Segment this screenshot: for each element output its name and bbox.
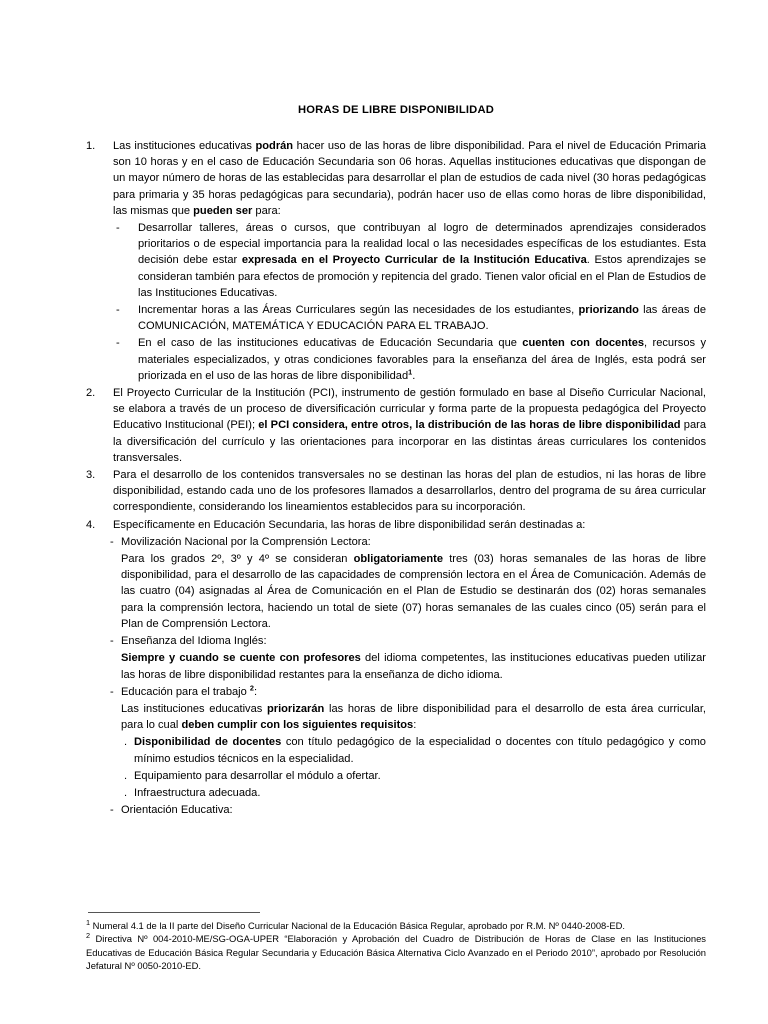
- text-run: Orientación Educativa:: [121, 804, 233, 817]
- text-run-bold: priorizarán: [266, 702, 325, 715]
- section4-item-heading: [121, 684, 706, 700]
- text-run-bold: priorizando: [578, 304, 639, 317]
- text-run: Educación para el trabajo: [121, 685, 250, 698]
- section4-paragraph: [121, 551, 706, 632]
- text-run: . Estos aprendizajes se consideran también para efectos de promoción y repitencia del grado. Tienen valor oficial en el Plan de Estudios de las Instituciones Educativas.: [138, 254, 706, 299]
- list-item-text: [113, 138, 706, 219]
- dot-marker: .: [124, 786, 128, 799]
- text-run: para:: [252, 204, 281, 217]
- text-run: Las instituciones educativas: [113, 140, 256, 152]
- requirement-item: [124, 734, 706, 766]
- section4-item: [110, 684, 706, 700]
- sub-list: [86, 220, 706, 384]
- text-run: hacer uso de las horas de libre disponibilidad. Para el nivel de Educación Primaria son 10 horas y en el caso de Educación Secundaria son 06 horas. Aquellas instituciones educativas que dispongan de un mayor número de horas de las establecidas para desarrollar el plan de estudios de cada nivel (30 horas pedagógicas para primaria y 35 horas pedagógicas para secundaria), podrán hacer uso de ellas como horas de libre disponibilidad, las mismas que: [113, 140, 706, 217]
- text-run-bold: podrán: [255, 140, 294, 152]
- text-run: .: [412, 369, 416, 382]
- page-title: HORAS DE LIBRE DISPONIBILIDAD: [298, 104, 494, 116]
- footnote-reference[interactable]: 2: [249, 683, 254, 693]
- numbered-list-item: [86, 138, 706, 219]
- sub-list-item: [116, 335, 706, 384]
- dot-marker: .: [124, 736, 128, 749]
- numbered-list-item: [86, 467, 706, 516]
- list-item-text: [113, 467, 706, 516]
- numbered-list: [86, 138, 706, 533]
- section-4-list: [86, 534, 706, 818]
- footnote-reference[interactable]: 1: [408, 367, 413, 377]
- requirement-text: [134, 768, 706, 784]
- footnote-number: 2: [86, 931, 91, 941]
- text-run: del idioma competentes, las instituciones educativas pueden utilizar las horas de libre disponibilidad restantes para la enseñanza de dicho idioma.: [121, 652, 706, 681]
- requirement-item: [124, 768, 706, 784]
- text-run: las áreas de COMUNICACIÓN, MATEMÁTICA Y EDUCACIÓN PARA EL TRABAJO.: [138, 304, 706, 333]
- text-run: Movilización Nacional por la Comprensión Lectora:: [121, 535, 371, 548]
- dot-marker: .: [124, 769, 128, 782]
- section4-paragraph: [121, 650, 706, 682]
- numbered-list-item: [86, 385, 706, 466]
- text-run-bold: deben cumplir con los siguientes requisitos: [181, 719, 414, 732]
- text-run: para la diversificación del currículo y las orientaciones para incorporar en las distintas áreas curriculares los contenidos transversales.: [113, 419, 706, 464]
- sub-list-item-text: [138, 220, 706, 301]
- text-run-bold: expresada en el Proyecto Curricular de la Institución Educativa: [241, 254, 587, 267]
- text-run-bold: cuenten con docentes: [522, 337, 645, 350]
- text-run-bold: el PCI considera, entre otros, la distribución de las horas de libre disponibilidad: [258, 419, 681, 432]
- sub-list-item: [116, 220, 706, 301]
- section4-item: [110, 802, 706, 818]
- dash-marker: -: [110, 635, 114, 648]
- text-run: con título pedagógico de la especialidad o docentes con título pedagógico y como mínimo estudios técnicos en la especialidad.: [134, 736, 706, 765]
- text-run: Enseñanza del Idioma Inglés:: [121, 635, 267, 648]
- text-run: Equipamiento para desarrollar el módulo a ofertar.: [134, 769, 381, 782]
- section4-item-heading: [121, 534, 706, 550]
- text-run: Específicamente en Educación Secundaria, las horas de libre disponibilidad serán destinadas a:: [113, 518, 586, 531]
- footnotes-area: [86, 912, 706, 973]
- list-marker: 4.: [86, 518, 96, 531]
- dash-marker: -: [116, 337, 120, 350]
- text-run-bold: obligatoriamente: [353, 553, 444, 566]
- footnote-text: Directiva Nº 004-2010-ME/SG-OGA-UPER “Elaboración y Aprobación del Cuadro de Distribución de Horas de Clase en las Instituciones Educativas de Educación Básica Regular Secundaria y Educación Básica Alternativa Ciclo Avanzado en el Periodo 2010”, aprobado por Resolución Jefatural Nº 0050-2010-ED.: [86, 933, 706, 972]
- section4-item: [110, 534, 706, 550]
- dash-marker: -: [110, 535, 114, 548]
- text-run: Para los grados 2º, 3º y 4º se consideran: [121, 553, 354, 566]
- section4-item: [110, 633, 706, 649]
- requirement-item: [124, 785, 706, 801]
- footnote-separator: [88, 912, 260, 913]
- sub-list-item-text: [138, 335, 706, 384]
- dash-marker: -: [116, 222, 120, 235]
- list-marker: 2.: [86, 387, 96, 400]
- sub-list-item-text: [138, 302, 706, 334]
- list-marker: 1.: [86, 140, 96, 152]
- list-item-text: [113, 517, 706, 533]
- text-run-bold: pueden ser: [193, 204, 253, 217]
- text-run: Las instituciones educativas: [121, 702, 267, 715]
- text-run: tres (03) horas semanales de las horas de libre disponibilidad, para el desarrollo de las capacidades de comprensión lectora en el Área de Comunicación. Además de las cuatro (04) asignadas al Área de Comunicación en el Plan de Estudio se destinarán dos (02) horas semanales para la comprensión lectora, haciendo un total de siete (07) horas semanales de las cuales cinco (05) serán para el Plan de Comprensión Lectora.: [121, 553, 707, 630]
- text-run-bold: Siempre y cuando se cuente con profesores: [121, 652, 361, 665]
- text-run: :: [413, 719, 417, 732]
- text-run-bold: Disponibilidad de docentes: [134, 736, 282, 749]
- footnote: [86, 932, 706, 972]
- dash-marker: -: [110, 804, 114, 817]
- text-run: El Proyecto Curricular de la Institución (PCI), instrumento de gestión formulado en base al Diseño Curricular Nacional, se elabora a través de un proceso de diversificación curricular y forma parte de la propuesta pedagógica del Proyecto Educativo Institucional (PEI);: [113, 387, 706, 432]
- text-run: las horas de libre disponibilidad para el desarrollo de esta área curricular, para lo cual: [121, 702, 706, 732]
- numbered-list-item: [86, 517, 706, 533]
- dash-marker: -: [110, 685, 114, 698]
- text-run: Infraestructura adecuada.: [134, 786, 261, 799]
- dash-marker: -: [116, 304, 120, 317]
- footnote-text: Numeral 4.1 de la II parte del Diseño Curricular Nacional de la Educación Básica Regular, aprobado por R.M. Nº 0440-2008-ED.: [90, 920, 626, 931]
- footnote-list: [86, 919, 706, 973]
- section4-paragraph: [121, 701, 706, 733]
- requirement-text: [134, 734, 706, 766]
- requirement-text: [134, 785, 706, 801]
- text-run: , recursos y materiales especializados, y otras condiciones favorables para la enseñanza del área de Inglés, esta podrá ser priorizada en el uso de las horas de libre disponibilidad: [138, 337, 706, 382]
- text-run: Incrementar horas a las Áreas Curriculares según las necesidades de los estudiantes,: [138, 304, 579, 317]
- footnote: [86, 919, 706, 932]
- section4-item-heading: [121, 802, 706, 818]
- sub-list-item: [116, 302, 706, 334]
- text-run: :: [253, 685, 258, 698]
- footnote-number: 1: [86, 917, 91, 927]
- section4-item-heading: [121, 633, 706, 649]
- document-body: [86, 104, 706, 819]
- list-marker: 3.: [86, 469, 96, 482]
- list-item-text: [113, 385, 706, 466]
- text-run: En el caso de las instituciones educativas de Educación Secundaria que: [138, 337, 523, 350]
- text-run: Desarrollar talleres, áreas o cursos, que contribuyan al logro de determinados aprendizajes considerados prioritarios o de especial importancia para la realidad local o las necesidades específicas de los estudiantes. Esta decisión debe estar: [138, 222, 706, 267]
- text-run: Para el desarrollo de los contenidos transversales no se destinan las horas del plan de estudios, ni las horas de libre disponibilidad, estando cada uno de los profesores llamados a desarrollarlos, dentro del programa de su área curricular correspondiente, considerando los lineamientos establecidos para su incorporación.: [113, 469, 706, 514]
